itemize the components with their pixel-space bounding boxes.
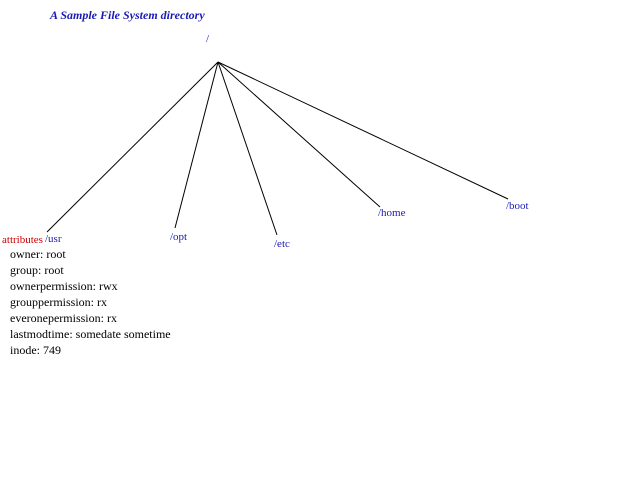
node-usr: /usr xyxy=(45,233,62,245)
attribute-inode: inode: 749 xyxy=(10,343,61,357)
attributes-list xyxy=(10,246,171,358)
attributes-header: attributes xyxy=(2,234,43,246)
node-root: / xyxy=(206,33,210,45)
attribute-everyonepermission: everonepermission: rx xyxy=(10,311,117,325)
attribute-owner: owner: root xyxy=(10,247,66,261)
edge-root-opt xyxy=(175,62,218,228)
node-etc: /etc xyxy=(274,238,290,250)
diagram-title: A Sample File System directory xyxy=(50,8,205,22)
attribute-ownerpermission: ownerpermission: rwx xyxy=(10,279,118,293)
attribute-lastmodtime: lastmodtime: somedate sometime xyxy=(10,327,171,341)
node-boot: /boot xyxy=(506,200,529,212)
edge-root-usr xyxy=(47,62,218,232)
node-home: /home xyxy=(378,207,406,219)
attribute-grouppermission: grouppermission: rx xyxy=(10,295,107,309)
attribute-group: group: root xyxy=(10,263,64,277)
edge-root-boot xyxy=(218,62,508,199)
node-opt: /opt xyxy=(170,231,188,243)
